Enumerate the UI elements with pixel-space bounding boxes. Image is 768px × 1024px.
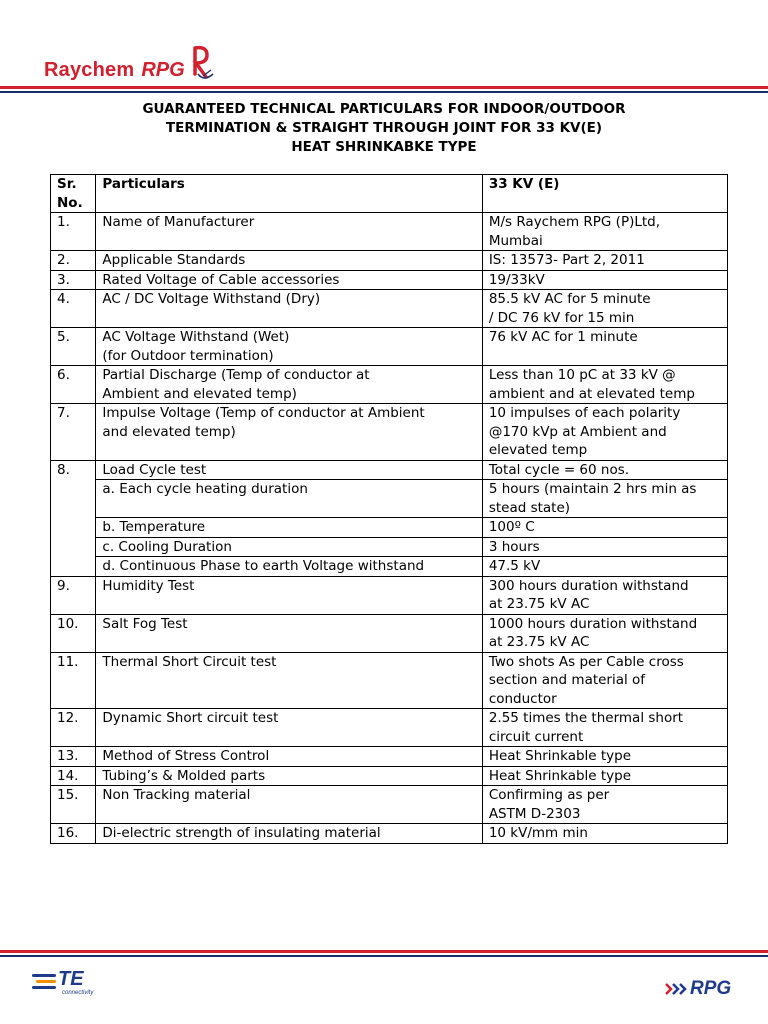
rpg-chevrons-icon	[664, 981, 688, 997]
table-row	[51, 786, 728, 824]
row-value: Confirming as per ASTM D-2303	[482, 786, 727, 824]
title-line-1: GUARANTEED TECHNICAL PARTICULARS FOR INDOOR/OUTDOOR	[142, 101, 626, 117]
table-header-row	[51, 175, 728, 213]
row-particular: Applicable Standards	[96, 251, 482, 271]
row-value: Total cycle = 60 nos.	[482, 460, 727, 480]
row-value: IS: 13573- Part 2, 2011	[482, 251, 727, 271]
row-particular: b. Temperature	[96, 518, 482, 538]
table-row	[51, 518, 728, 538]
row-value: 76 kV AC for 1 minute	[482, 328, 727, 366]
row-particular: AC Voltage Withstand (Wet) (for Outdoor termination)	[96, 328, 482, 366]
row-value: 5 hours (maintain 2 hrs min as stead state)	[482, 480, 727, 518]
row-value: 10 impulses of each polarity @170 kVp at Ambient and elevated temp	[482, 404, 727, 461]
table-row	[51, 652, 728, 709]
table-row	[51, 251, 728, 271]
row-particular: Dynamic Short circuit test	[96, 709, 482, 747]
row-value: 19/33kV	[482, 270, 727, 290]
te-logo-text: TE	[58, 968, 84, 990]
row-value: 85.5 kV AC for 5 minute / DC 76 kV for 15 min	[482, 290, 727, 328]
row-value: 300 hours duration withstand at 23.75 kV AC	[482, 576, 727, 614]
table-row	[51, 576, 728, 614]
table-row	[51, 747, 728, 767]
row-particular: Thermal Short Circuit test	[96, 652, 482, 709]
row-number: 2.	[51, 251, 96, 271]
row-particular: Di-electric strength of insulating material	[96, 824, 482, 844]
row-particular: Non Tracking material	[96, 786, 482, 824]
row-particular: Method of Stress Control	[96, 747, 482, 767]
row-number: 12.	[51, 709, 96, 747]
table-row	[51, 557, 728, 577]
row-particular: Load Cycle test	[96, 460, 482, 480]
row-value: 100º C	[482, 518, 727, 538]
document-title	[40, 100, 728, 157]
row-particular: Salt Fog Test	[96, 614, 482, 652]
footer-divider	[0, 950, 768, 957]
header-33kv: 33 KV (E)	[482, 175, 727, 213]
header-divider	[0, 86, 768, 93]
row-number: 13.	[51, 747, 96, 767]
title-line-3: HEAT SHRINKABKE TYPE	[291, 139, 477, 155]
te-logo-subtext: connectivity	[62, 990, 94, 996]
row-value: M/s Raychem RPG (P)Ltd, Mumbai	[482, 213, 727, 251]
header-sr-no: Sr. No.	[51, 175, 96, 213]
table-row	[51, 270, 728, 290]
row-number: 16.	[51, 824, 96, 844]
table-row	[51, 290, 728, 328]
row-value: 1000 hours duration withstand at 23.75 kV AC	[482, 614, 727, 652]
row-value: 47.5 kV	[482, 557, 727, 577]
table-row	[51, 537, 728, 557]
row-particular: Name of Manufacturer	[96, 213, 482, 251]
row-particular: Tubing’s & Molded parts	[96, 766, 482, 786]
row-particular: AC / DC Voltage Withstand (Dry)	[96, 290, 482, 328]
brand-name: Raychem	[44, 59, 135, 81]
row-number: 6.	[51, 366, 96, 404]
table-row	[51, 460, 728, 480]
row-value: Heat Shrinkable type	[482, 747, 727, 767]
row-number: 7.	[51, 404, 96, 461]
row-particular: c. Cooling Duration	[96, 537, 482, 557]
table-row	[51, 404, 728, 461]
row-value: 2.55 times the thermal short circuit current	[482, 709, 727, 747]
row-number: 9.	[51, 576, 96, 614]
row-value: Heat Shrinkable type	[482, 766, 727, 786]
row-particular: Impulse Voltage (Temp of conductor at Ambient and elevated temp)	[96, 404, 482, 461]
row-particular: Partial Discharge (Temp of conductor at Ambient and elevated temp)	[96, 366, 482, 404]
row-value: 3 hours	[482, 537, 727, 557]
brand-group: RPG	[141, 59, 185, 81]
table-row	[51, 366, 728, 404]
row-number: 14.	[51, 766, 96, 786]
row-number: 4.	[51, 290, 96, 328]
title-line-2: TERMINATION & STRAIGHT THROUGH JOINT FOR 33 KV(E)	[165, 120, 603, 136]
row-number: 3.	[51, 270, 96, 290]
rpg-footer-logo	[664, 978, 731, 1000]
row-number: 15.	[51, 786, 96, 824]
row-particular: a. Each cycle heating duration	[96, 480, 482, 518]
row-value: 10 kV/mm min	[482, 824, 727, 844]
table-row	[51, 766, 728, 786]
rpg-footer-text: RPG	[690, 978, 732, 999]
row-number: 11.	[51, 652, 96, 709]
technical-particulars-table	[50, 174, 728, 844]
row-value: Two shots As per Cable cross section and material of conductor	[482, 652, 727, 709]
table-row	[51, 824, 728, 844]
row-value: Less than 10 pC at 33 kV @ ambient and at elevated temp	[482, 366, 727, 404]
header-particulars: Particulars	[96, 175, 482, 213]
raychem-rpg-logo	[44, 36, 215, 82]
table-row	[51, 213, 728, 251]
row-particular: d. Continuous Phase to earth Voltage withstand	[96, 557, 482, 577]
rpg-emblem-icon	[189, 44, 215, 84]
row-particular: Rated Voltage of Cable accessories	[96, 270, 482, 290]
table-row	[51, 480, 728, 518]
table-row	[51, 328, 728, 366]
row-number: 8.	[51, 460, 96, 576]
row-number: 10.	[51, 614, 96, 652]
row-number: 5.	[51, 328, 96, 366]
row-particular: Humidity Test	[96, 576, 482, 614]
table-row	[51, 614, 728, 652]
row-number: 1.	[51, 213, 96, 251]
table-row	[51, 709, 728, 747]
